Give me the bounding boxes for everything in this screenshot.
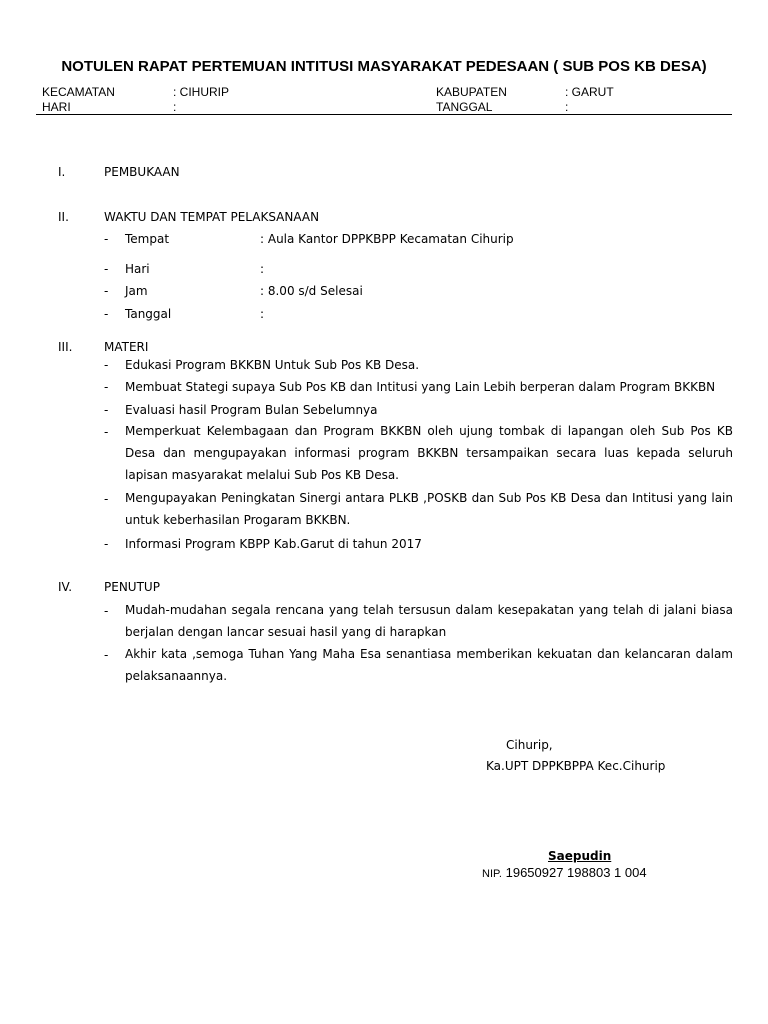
detail-value-jam: : 8.00 s/d Selesai — [260, 284, 363, 298]
nip — [482, 865, 647, 880]
detail-value-hari: : — [260, 262, 265, 276]
hari-value: : — [173, 100, 177, 114]
dash-bullet: - — [104, 284, 109, 298]
kabupaten-value: : GARUT — [565, 85, 614, 99]
materi-item: Memperkuat Kelembagaan dan Program BKKBN oleh ujung tombak di lapangan oleh Sub Pos KB Desa dan mengupayakan informasi program BKKBN tersampaikan secara luas kepada seluruh lapisan masyarakat melalui Sub Pos KB Desa. — [125, 424, 733, 482]
document-title: NOTULEN RAPAT PERTEMUAN INTITUSI MASYARAKAT PEDESAAN ( SUB POS KB DESA) — [61, 58, 707, 75]
hari-label: HARI — [42, 100, 71, 114]
dash-bullet: - — [104, 358, 109, 372]
dash-bullet: - — [104, 380, 109, 394]
signature-position: Ka.UPT DPPKBPPA Kec.Cihurip — [486, 759, 666, 773]
nip-label: NIP. — [482, 868, 502, 880]
section-number: II. — [58, 210, 69, 224]
section-number: IV. — [58, 580, 73, 594]
penutup-item: Akhir kata ,semoga Tuhan Yang Maha Esa senantiasa memberikan kekuatan dan kelancaran dalam pelaksanaannya. — [125, 647, 733, 683]
nip-value: 19650927 198803 1 004 — [505, 865, 647, 880]
signature-place: Cihurip, — [506, 738, 553, 752]
section-title-penutup: PENUTUP — [104, 580, 160, 594]
dash-bullet: - — [104, 307, 109, 321]
detail-value-tanggal: : — [260, 307, 265, 321]
detail-value-tempat: : Aula Kantor DPPKBPP Kecamatan Cihurip — [260, 232, 514, 246]
materi-item: Edukasi Program BKKBN Untuk Sub Pos KB Desa. — [125, 358, 420, 372]
kabupaten-label: KABUPATEN — [436, 85, 507, 99]
materi-item: Membuat Stategi supaya Sub Pos KB dan Intitusi yang Lain Lebih berperan dalam Program BKKBN — [125, 380, 716, 394]
header-divider — [36, 114, 732, 115]
detail-label-tempat: Tempat — [125, 232, 170, 246]
materi-item: Mengupayakan Peningkatan Sinergi antara PLKB ,POSKB dan Sub Pos KB Desa dan Intitusi yang lain untuk keberhasilan Progaram BKKBN. — [125, 491, 733, 527]
dash-bullet: - — [104, 403, 109, 417]
section-title-waktu-tempat: WAKTU DAN TEMPAT PELAKSANAAN — [104, 210, 320, 224]
detail-label-hari: Hari — [125, 262, 150, 276]
detail-label-tanggal: Tanggal — [125, 307, 172, 321]
section-title-pembukaan: PEMBUKAAN — [104, 165, 180, 179]
dash-bullet: - — [104, 425, 109, 439]
section-number: III. — [58, 340, 73, 354]
penutup-item: Mudah-mudahan segala rencana yang telah tersusun dalam kesepakatan yang telah di jalani biasa berjalan dengan lancar sesuai hasil yang di harapkan — [125, 603, 733, 639]
dash-bullet: - — [104, 604, 109, 618]
materi-item: Informasi Program KBPP Kab.Garut di tahun 2017 — [125, 537, 422, 551]
signatory-name: Saepudin — [548, 849, 612, 863]
section-number: I. — [58, 165, 66, 179]
kecamatan-label: KECAMATAN — [42, 85, 115, 99]
tanggal-label: TANGGAL — [436, 100, 493, 114]
tanggal-value: : — [565, 100, 569, 114]
detail-label-jam: Jam — [125, 284, 148, 298]
kecamatan-value: : CIHURIP — [173, 85, 230, 99]
dash-bullet: - — [104, 648, 109, 662]
dash-bullet: - — [104, 262, 109, 276]
materi-item: Evaluasi hasil Program Bulan Sebelumnya — [125, 403, 378, 417]
dash-bullet: - — [104, 232, 109, 246]
dash-bullet: - — [104, 537, 109, 551]
section-title-materi: MATERI — [104, 340, 149, 354]
dash-bullet: - — [104, 492, 109, 506]
